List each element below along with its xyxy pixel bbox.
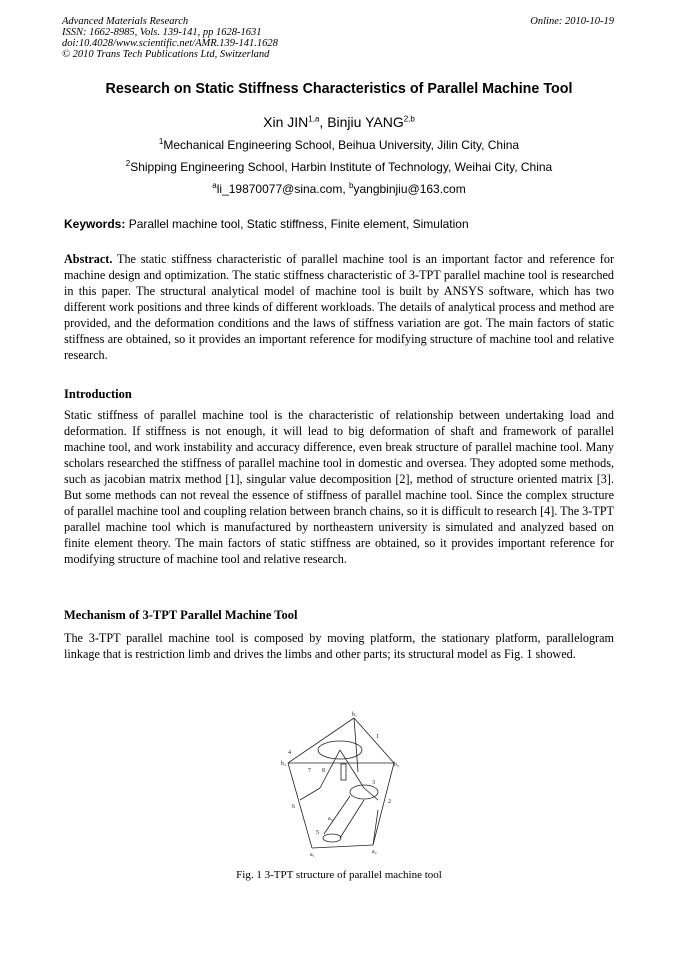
author-name: Binjiu YANG: [327, 114, 404, 130]
figure-line: [300, 788, 320, 800]
figure-3tpt-structure: [280, 710, 400, 860]
affiliation-superscript: 1: [158, 137, 164, 146]
journal-issn: ISSN: 1662-8985, Vols. 139-141, pp 1628-1631: [62, 27, 262, 38]
section-heading-mechanism: Mechanism of 3-TPT Parallel Machine Tool: [64, 608, 298, 622]
figure-circle: [323, 834, 341, 842]
email-link[interactable]: yangbinjiu@163.com: [353, 182, 466, 196]
section-heading-introduction: Introduction: [64, 387, 132, 401]
figure-label: 4: [288, 750, 291, 756]
author-name: Xin JIN: [263, 114, 309, 130]
figure-label: b₁: [352, 712, 358, 718]
figure-caption: Fig. 1 3-TPT structure of parallel machine tool: [236, 869, 442, 881]
figure-label: 6: [292, 804, 295, 810]
figure-label: 8: [322, 768, 325, 774]
abstract-label: Abstract.: [64, 252, 113, 266]
journal-name: Advanced Materials Research: [62, 16, 189, 27]
figure-label: b₂: [281, 761, 287, 767]
paper-title: Research on Static Stiffness Characteristics of Parallel Machine Tool: [105, 81, 573, 97]
figure-line: [354, 718, 394, 763]
keywords-text: Parallel machine tool, Static stiffness, Finite element, Simulation: [128, 217, 469, 231]
figure-line: [340, 750, 364, 788]
figure-label: 2: [388, 799, 391, 805]
email-line: [0, 182, 678, 196]
keywords-label: Keywords:: [64, 217, 126, 231]
affiliation-text: Mechanical Engineering School, Beihua University, Jilin City, China: [163, 138, 520, 152]
abstract-paragraph: [64, 251, 614, 363]
figure-label: a₂: [372, 849, 377, 855]
author-superscript: 1,a: [308, 114, 320, 124]
keywords-line: [64, 217, 616, 231]
email-superscript: b: [349, 181, 354, 190]
figure-spindle: [341, 764, 346, 780]
figure-label: a₃: [328, 816, 333, 822]
figure-label: b₃: [394, 762, 400, 768]
author-superscript: 2,b: [403, 114, 415, 124]
author-line: Xin JIN$^{1,a}$, Binjiu YANG$^{2,b}$: [263, 114, 415, 130]
journal-copyright: © 2010 Trans Tech Publications Ltd, Switzerland: [62, 49, 270, 60]
figure-label: 5: [316, 830, 319, 836]
affiliation-text: Shipping Engineering School, Harbin Institute of Technology, Weihai City, China: [130, 160, 553, 174]
figure-line: [354, 718, 358, 772]
figure-label: a₁: [310, 852, 315, 858]
email-superscript: a: [212, 181, 217, 190]
journal-doi[interactable]: doi:10.4028/www.scientific.net/AMR.139-141.1628: [62, 38, 278, 49]
introduction-paragraph: Static stiffness of parallel machine tool is the characteristic of relationship between undertaking load and deformation. If stiffness is not enough, it will lead to big deformation of shaft and framework of parallel machine tool, and work instability and accuracy difference, even break structure of parallel machine tool. Many scholars researched the stiffness of parallel machine tool in domestic and oversea. They adopted some methods, such as jacobian matrix method [1], singular value decomposition [2], method of structure oriented matrix [3]. But some methods can not reveal the essence of stiffness of parallel machine tool. Since the complex structure of parallel machine tool and coupling relation between branch chains, so it is difficult to research [4]. The 3-TPT parallel machine tool which is manufactured by northeastern university is simulated and analyzed based on finite element theory. The main factors of static stiffness are obtained, so it provides important reference for modifying structure of machine tool and relative research.: [64, 408, 614, 566]
journal-header: [62, 16, 278, 60]
affiliation-1: [0, 138, 678, 152]
affiliation-superscript: 2: [125, 159, 131, 168]
figure-line: [312, 845, 373, 848]
email-link[interactable]: li_19870077@sina.com,: [216, 182, 346, 196]
affiliation-2: [0, 160, 678, 174]
abstract-text: The static stiffness characteristic of parallel machine tool is an important factor and reference for machine design and optimization. The static stiffness characteristic of 3-TPT parallel machine tool is researched in this paper. The structural analytical model of machine tool is built by ANSYS software, which has two different work positions and three kinds of different workloads. The details of analytical process and method are provided, and the deformation conditions and the laws of stiffness variation are got. The main factors of static stiffness are obtained, so it provides an important reference for modifying structure of machine tool and relative research.: [64, 252, 615, 362]
figure-label: 7: [308, 768, 311, 774]
online-date: Online: 2010-10-19: [530, 16, 614, 27]
figure-label: 1: [376, 734, 379, 740]
mechanism-paragraph: The 3-TPT parallel machine tool is composed by moving platform, the stationary platform, parallelogram linkage that is restriction limb and drives the limbs and other parts; its structural model as Fig. 1 showed.: [64, 631, 614, 661]
figure-label: 3: [372, 780, 375, 786]
